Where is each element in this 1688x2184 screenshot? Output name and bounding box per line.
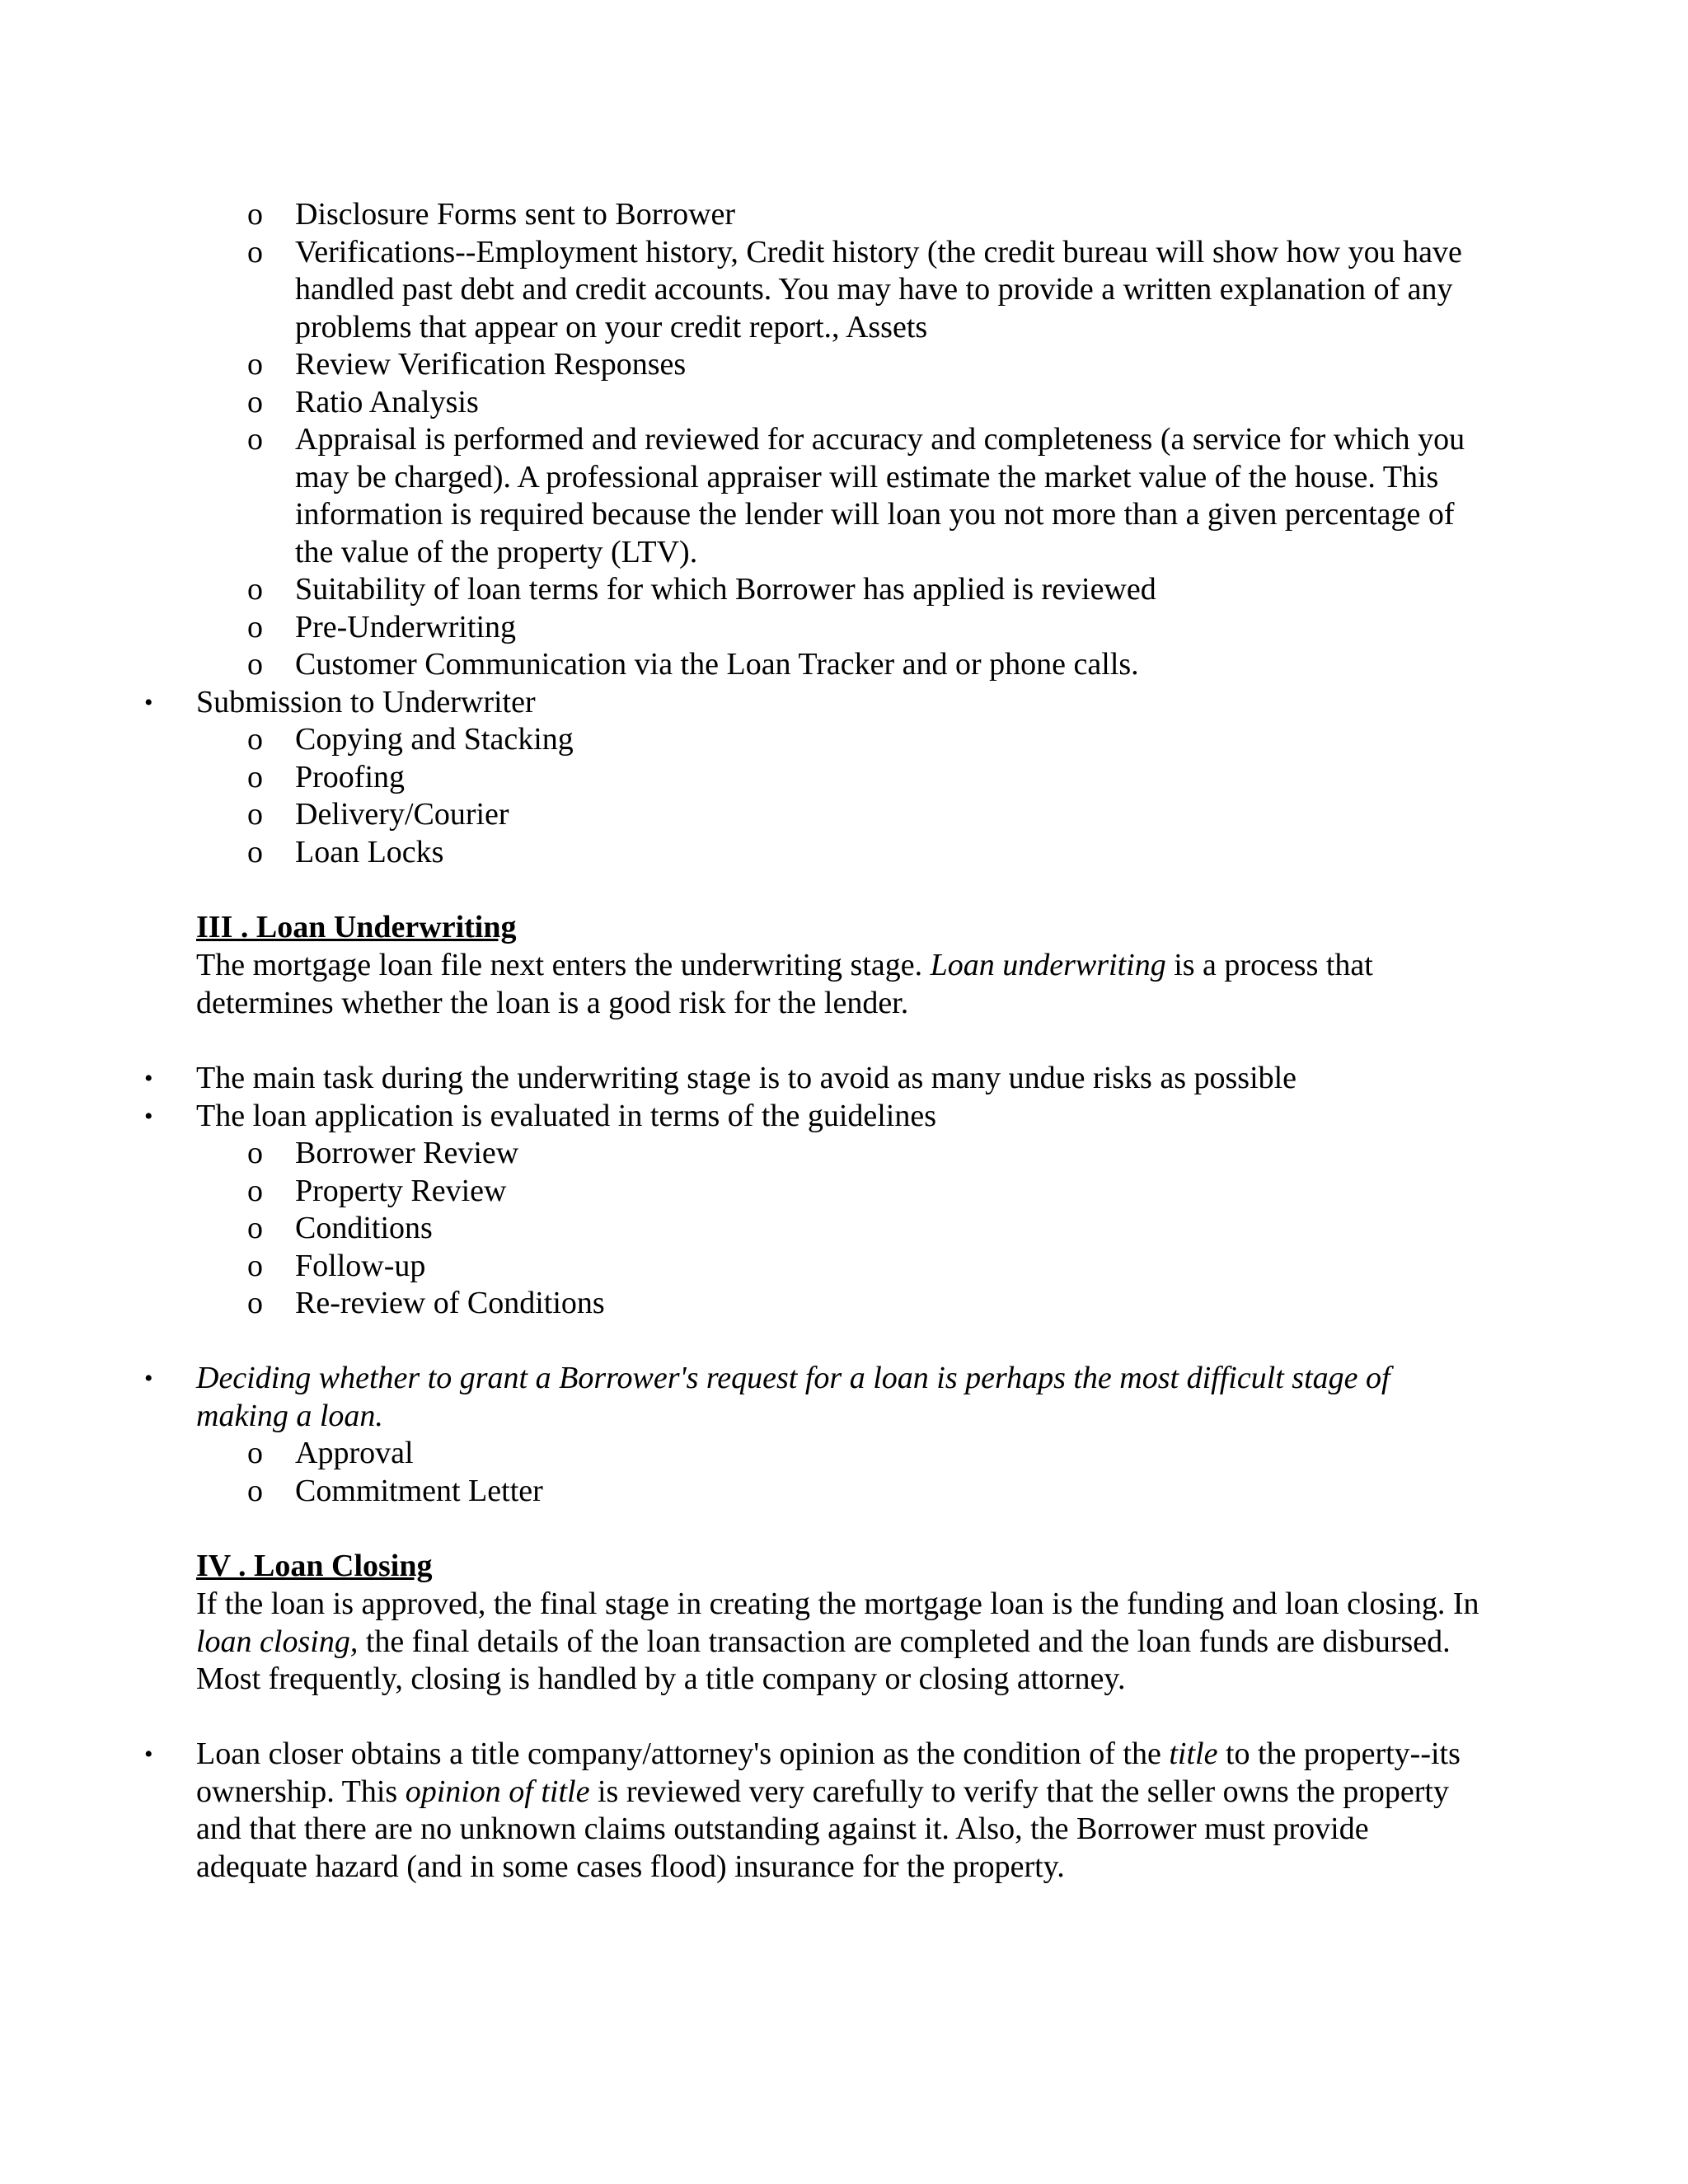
text-run-italic: Loan underwriting (930, 948, 1166, 982)
list-item-text: The loan application is evaluated in terms of the guidelines (196, 1098, 937, 1133)
list-item (99, 1060, 1482, 1098)
section-intro-paragraph (196, 947, 1482, 1022)
list-item (99, 196, 1482, 234)
text-run: Loan closer obtains a title company/attorney's opinion as the condition of the (196, 1736, 1170, 1771)
list-item-text: Borrower Review (295, 1136, 519, 1170)
list-item-text: Customer Communication via the Loan Tracker and or phone calls. (295, 647, 1139, 682)
list-item (99, 646, 1482, 684)
list-item-text: Pre-Underwriting (295, 609, 517, 644)
text-run: is a process that determines whether the loan is a good risk for the lender. (196, 948, 1373, 1020)
sub-list (196, 721, 1482, 871)
list-item (99, 1210, 1482, 1248)
list-item (99, 1435, 1482, 1473)
list-item-text: Property Review (295, 1173, 507, 1208)
main-bullet: • (144, 1065, 153, 1092)
sub-bullet: o (247, 1248, 263, 1283)
sub-bullet: o (247, 384, 263, 419)
underwriting-list (144, 1060, 1482, 1510)
list-item (99, 1173, 1482, 1211)
list-item (99, 834, 1482, 872)
sub-bullet: o (247, 647, 263, 682)
section-heading-loan-closing: IV . Loan Closing (196, 1549, 433, 1583)
list-item-submission (99, 684, 1482, 872)
text-run: The mortgage loan file next enters the underwriting stage. (196, 948, 931, 982)
list-item (99, 571, 1482, 609)
text-run-italic: loan closing, (196, 1624, 359, 1659)
sub-bullet: o (247, 1173, 263, 1208)
list-item (99, 1473, 1482, 1511)
sub-list (196, 1135, 1482, 1323)
list-item-text: The main task during the underwriting stage is to avoid as many undue risks as possible (196, 1061, 1297, 1095)
list-item (99, 1135, 1482, 1173)
spacer (196, 1323, 1482, 1361)
sub-bullet: o (247, 1473, 263, 1508)
list-item-text: Review Verification Responses (295, 347, 687, 382)
sub-bullet: o (247, 722, 263, 757)
list-item (196, 196, 1482, 684)
main-bullet: • (144, 688, 153, 716)
main-bullet: • (144, 1102, 153, 1130)
text-run: the final details of the loan transaction are completed and the loan funds are disbursed. Most frequently, closing is handled by a title company or closing attorney. (196, 1624, 1451, 1696)
list-item (99, 421, 1482, 571)
sub-bullet: o (247, 422, 263, 457)
main-bullet: • (144, 1741, 153, 1768)
sub-bullet: o (247, 572, 263, 607)
list-item-text: Delivery/Courier (295, 797, 509, 832)
sub-bullet: o (247, 609, 263, 644)
list-item (99, 721, 1482, 759)
list-item-text: Submission to Underwriter (196, 684, 536, 719)
list-item (99, 346, 1482, 384)
list-item-text: Commitment Letter (295, 1473, 543, 1508)
list-item (99, 1248, 1482, 1286)
list-item (99, 796, 1482, 834)
list-item-text: Conditions (295, 1211, 433, 1245)
list-item-text: Appraisal is performed and reviewed for accuracy and completeness (a service for which you may be charged). A professional appraiser will estimate the market value of the house. This information is required because the lender will loan you not more than a given percentage of the value of the property (LTV). (295, 422, 1465, 569)
sub-bullet: o (247, 234, 263, 269)
list-item-text: Deciding whether to grant a Borrower's request for a loan is perhaps the most difficult stage of making a loan. (196, 1361, 1390, 1433)
list-item-text: Suitability of loan terms for which Borrower has applied is reviewed (295, 572, 1156, 607)
section-intro-paragraph (196, 1586, 1482, 1699)
sub-bullet: o (247, 1136, 263, 1170)
main-bullet: • (144, 1365, 153, 1392)
list-item-text: Loan Locks (295, 834, 444, 869)
top-list (144, 196, 1482, 871)
list-item-text: Proofing (295, 759, 405, 794)
list-item-text: Copying and Stacking (295, 722, 574, 757)
list-item-text: Ratio Analysis (295, 384, 479, 419)
list-item (99, 609, 1482, 647)
text-run-italic: title (1169, 1736, 1218, 1771)
sub-bullet: o (247, 759, 263, 794)
list-item (99, 234, 1482, 347)
list-item-text: Follow-up (295, 1248, 426, 1283)
list-item (99, 1098, 1482, 1323)
list-item-text: Verifications--Employment history, Credit history (the credit bureau will show how you have handled past debt and credit accounts. You may have to provide a written explanation of any problems that appear on your credit report., Assets (295, 234, 1462, 344)
list-item (99, 384, 1482, 422)
sub-list (196, 1435, 1482, 1510)
list-item-text (196, 1736, 1482, 1886)
list-item-text: Disclosure Forms sent to Borrower (295, 197, 736, 232)
text-run: is reviewed very carefully to verify that the seller owns the property and that there are no unknown claims outstanding against it. Also, the Borrower must provide adequate hazard (and in some cases flood) insurance for the property. (196, 1774, 1449, 1884)
sub-bullet: o (247, 347, 263, 382)
list-item-text: Re-review of Conditions (295, 1286, 605, 1320)
list-item (99, 1360, 1482, 1510)
text-run: If the loan is approved, the final stage in creating the mortgage loan is the funding and loan closing. In (196, 1586, 1479, 1621)
text-run: to the property--its ownership. This (196, 1736, 1461, 1809)
sub-bullet: o (247, 197, 263, 232)
sub-bullet: o (247, 1211, 263, 1245)
closing-list (144, 1736, 1482, 1886)
list-item-text: Approval (295, 1436, 414, 1470)
sub-bullet: o (247, 1286, 263, 1320)
list-item (99, 1285, 1482, 1323)
list-item (99, 759, 1482, 797)
text-run-italic: opinion of title (405, 1774, 590, 1809)
section-heading-loan-underwriting: III . Loan Underwriting (196, 910, 517, 944)
sub-bullet: o (247, 834, 263, 869)
sub-bullet: o (247, 1436, 263, 1470)
sub-bullet: o (247, 797, 263, 832)
list-item (99, 1736, 1482, 1886)
sub-list (196, 196, 1482, 684)
